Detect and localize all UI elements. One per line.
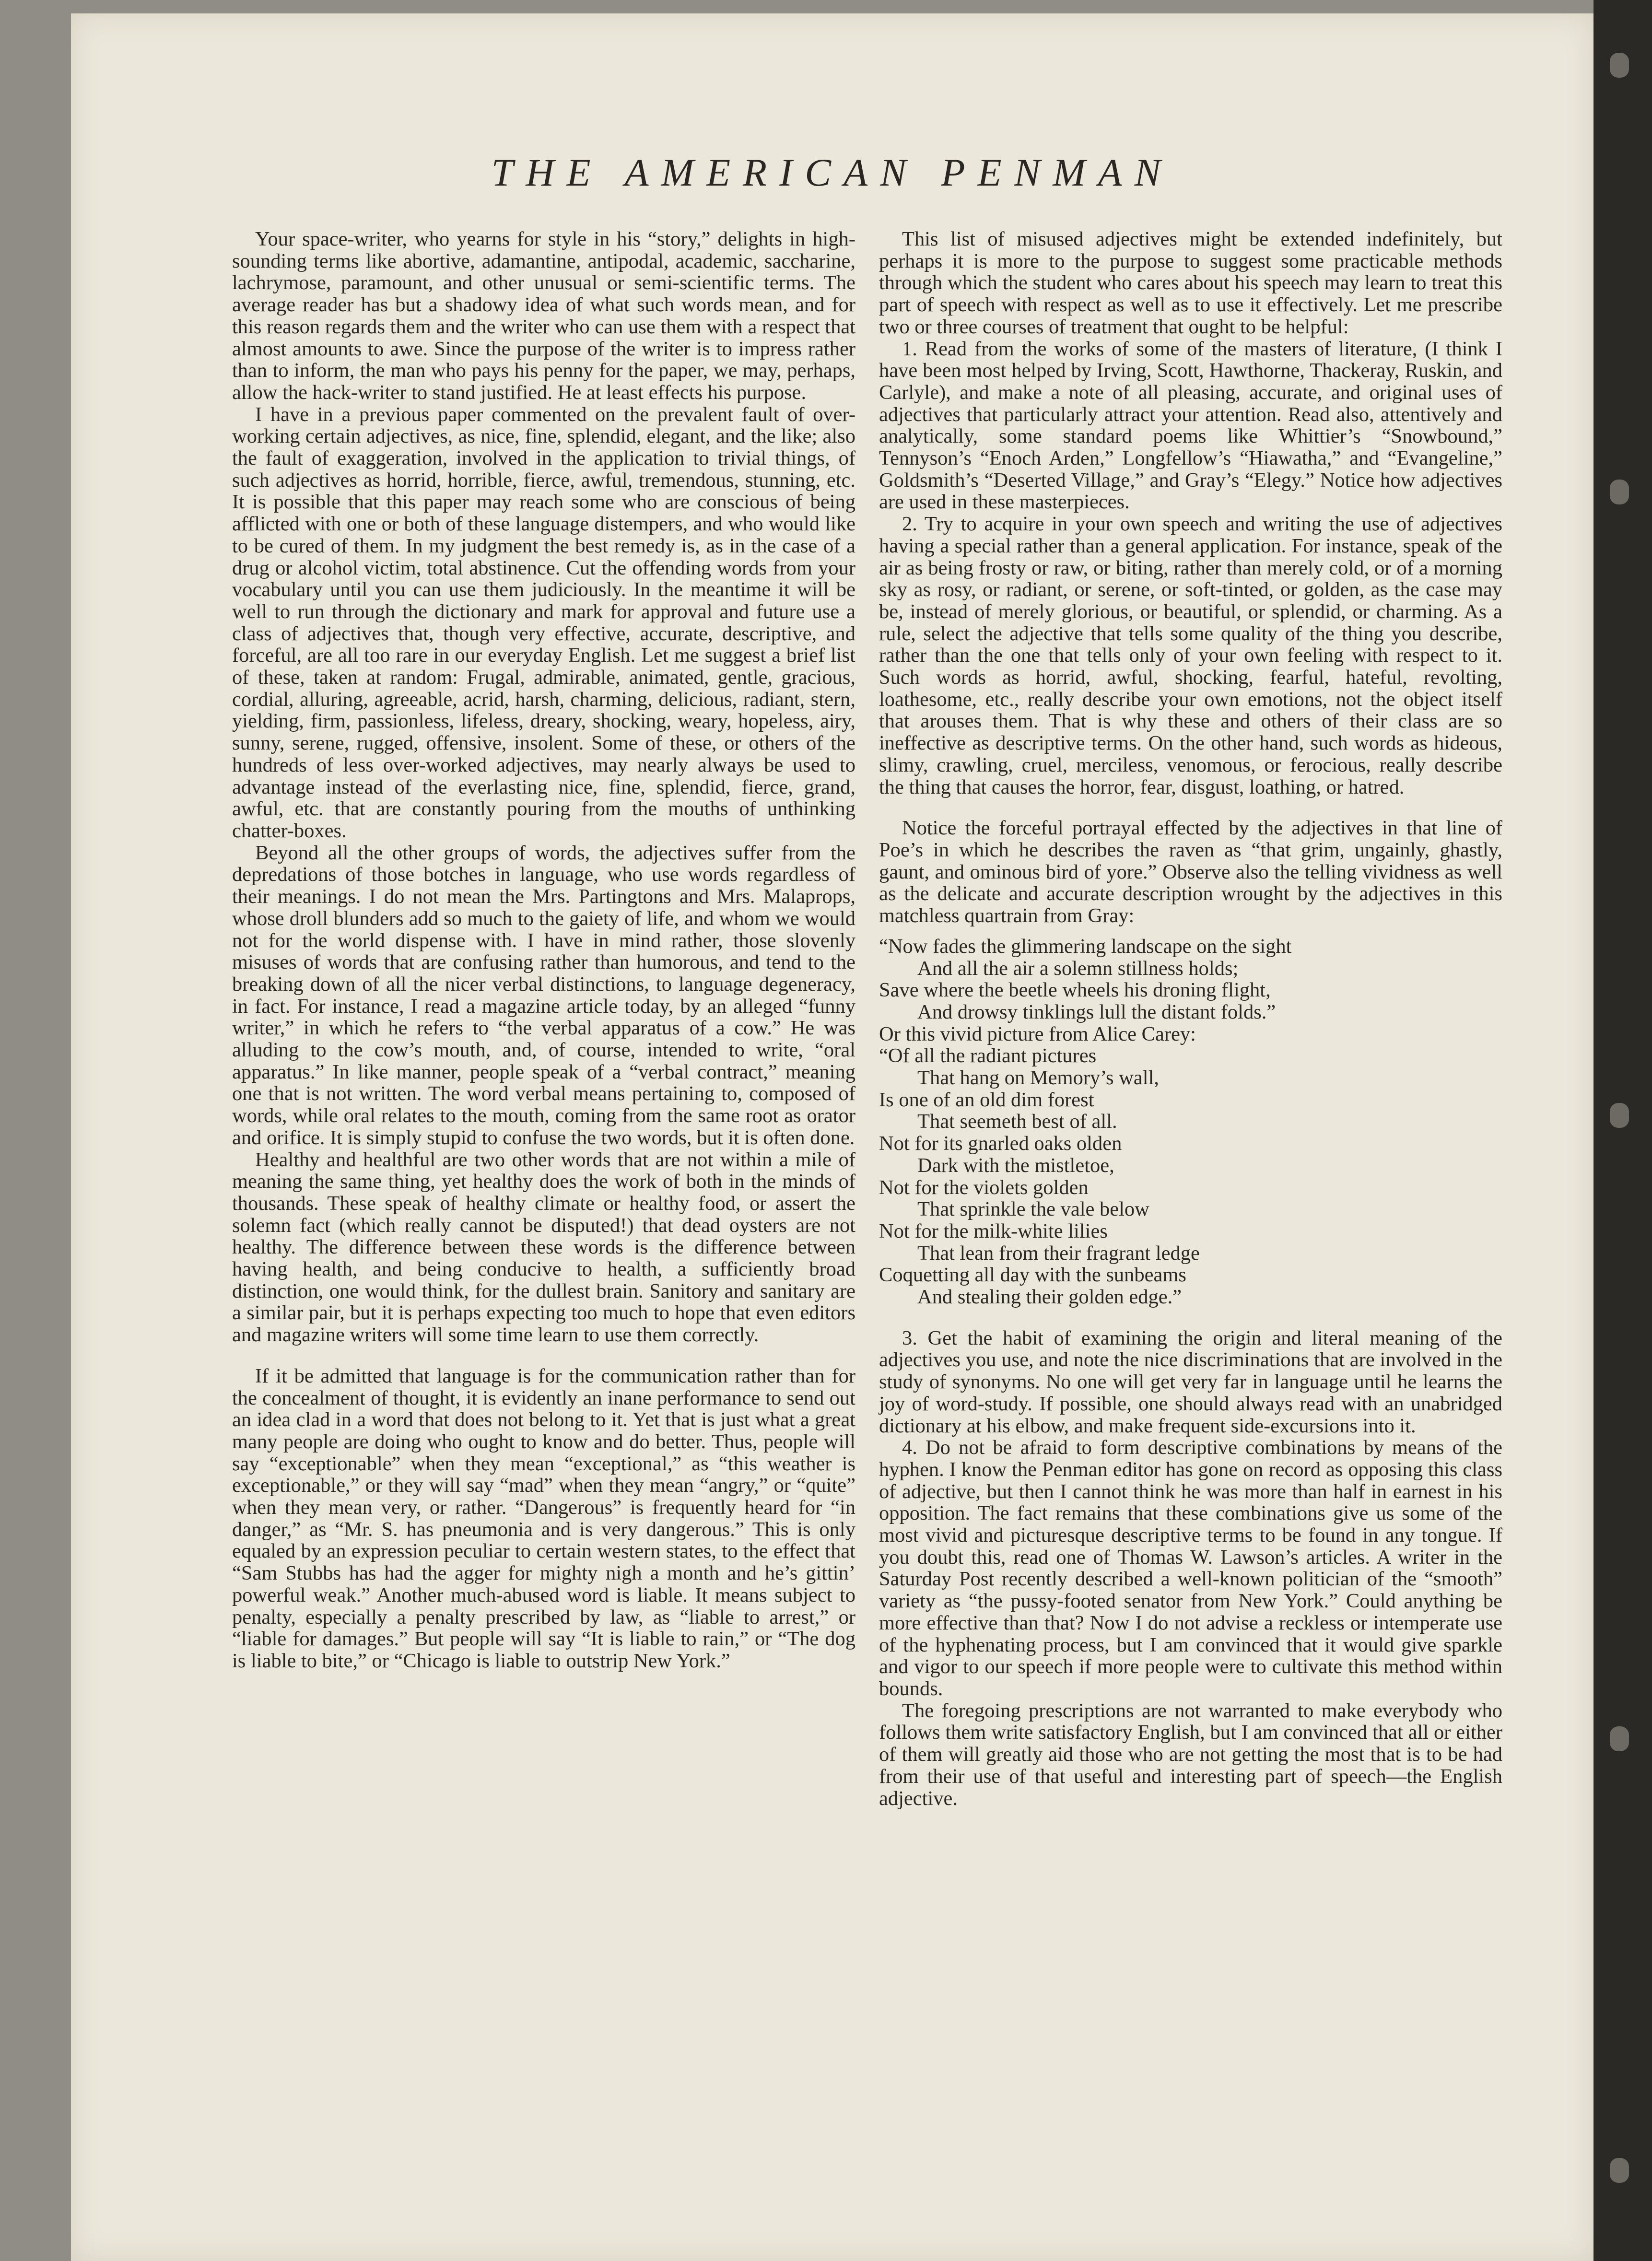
carey-poem — [879, 1023, 1502, 1308]
paragraph: If it be admitted that language is for the communication rather than for the concealment of thought, it is evidently an inane performance to send out an idea clad in a word that does not belong to it. Yet that is just what a great many people are doing who ought to know and do better. Thus, people will say “exceptionable” when they mean “exceptional,” as “this weather is exceptionable,” or they will say “mad” when they mean “angry,” or “quite” when they mean very, or rather. “Dangerous” is frequently heard for “in danger,” as “Mr. S. has pneumonia and is very dangerous.” This is only equaled by an expression peculiar to certain western states, to the effect that “Sam Stubbs has had the agger for mighty nigh a month and he’s gittin’ powerful weak.” Another much-abused word is liable. It means subject to penalty, especially a penalty prescribed by law, as “liable to arrest,” or “liable for damages.” But people will say “It is liable to rain,” or “The dog is liable to bite,” or “Chicago is liable to outstrip New York.” — [232, 1364, 855, 1672]
verse-line: Coquetting all day with the sunbeams — [879, 1264, 1186, 1287]
binding-hole — [1610, 480, 1629, 504]
paragraph: This list of misused adjectives might be extended indefinitely, but perhaps it is more to the purpose to suggest some practicable methods through which the student who cares about his speech may learn to treat this part of speech with respect as well as to use it effectively. Let me prescribe two or three courses of treatment that ought to be helpful: — [879, 228, 1502, 338]
running-head: THE AMERICAN PENMAN — [491, 151, 1173, 194]
binding-hole — [1610, 53, 1629, 78]
magazine-page — [71, 13, 1593, 2261]
left-column — [232, 228, 855, 1672]
paragraph: Notice the forceful portrayal effected by the adjectives in that line of Poe’s in which he describes the raven as “that grim, ungainly, ghastly, gaunt, and ominous bird of yore.” Observe also the telling vividness as well as the delicate and accurate description wrought by the adjectives in this matchless quartrain from Gray: — [879, 817, 1502, 927]
verse-line: Not for the milk-white lilies — [879, 1219, 1108, 1242]
verse-intro: Or this vivid picture from Alice Carey: — [879, 1022, 1196, 1045]
verse-line: “Of all the radiant pictures — [879, 1044, 1097, 1067]
paragraph: I have in a previous paper commented on the prevalent fault of over-working certain adjectives, as nice, fine, splendid, elegant, and the like; also the fault of exaggeration, involved in the application to trivial things, of such adjectives as horrid, horrible, fierce, awful, tremendous, stunning, etc. It is possible that this paper may reach some who are conscious of being afflicted with one or both of these language distempers, and who would like to be cured of them. In my judgment the best remedy is, as in the case of a drug or alcohol victim, total abstinence. Cut the offending words from your vocabulary until you can use them judiciously. In the meantime it will be well to run through the dictionary and mark for approval and future use a class of adjectives that, though very effective, accurate, descriptive, and forceful, are all too rare in our everyday English. Let me suggest a brief list of these, taken at random: Frugal, admirable, animated, gentle, gracious, cordial, alluring, agreeable, acrid, harsh, charming, delicious, radiant, stern, yielding, firm, passionless, lifeless, dreary, shocking, weary, hopeless, airy, sunny, serene, rugged, offensive, insolent. Some of these, or others of the hundreds of less over-worked adjectives, may nearly always be used to advantage instead of the everlasting nice, fine, splendid, fierce, grand, awful, etc. that are constantly pouring from the mouths of unthinking chatter-boxes. — [232, 403, 855, 842]
verse-line: Not for the violets golden — [879, 1176, 1089, 1199]
numbered-point: 2. Try to acquire in your own speech and writing the use of adjectives having a special rather than a general application. For instance, speak of the air as being frosty or raw, or biting, rather than merely cold, or of a morning sky as rosy, or radiant, or serene, or soft-tinted, or golden, as the case may be, instead of merely glorious, or beautiful, or splendid, or charming. As a rule, select the adjective that tells some quality of the thing you describe, rather than the one that tells only of your own feeling with respect to it. Such words as horrid, awful, shocking, fearful, hateful, revolting, loathesome, etc., really describe your own emotions, not the object itself that arouses them. That is why these and others of their class are so ineffective as descriptive terms. On the other hand, such words as hideous, slimy, crawling, cruel, merciless, venomous, or ferocious, really describe the thing that causes the horror, fear, disgust, loathing, or hatred. — [879, 513, 1502, 798]
verse-line: Save where the beetle wheels his droning flight, — [879, 979, 1271, 1002]
verse-line: And stealing their golden edge.” — [917, 1286, 1182, 1309]
verse-line: “Now fades the glimmering landscape on the sight — [879, 935, 1292, 958]
paragraph: Healthy and healthful are two other words that are not within a mile of meaning the same thing, yet healthy does the work of both in the minds of thousands. These speak of healthy climate or healthy food, or assert the solemn fact (which really cannot be disputed!) that dead oysters are not healthy. The difference between these words is the difference between having health, and being conducive to health, a sufficiently broad distinction, one would think, for the dullest brain. Sanitory and sanitary are a similar pair, but it is perhaps expecting too much to hope that even editors and magazine writers will some time learn to use them correctly. — [232, 1148, 855, 1347]
verse-line: That hang on Memory’s wall, — [917, 1066, 1160, 1089]
numbered-point: 1. Read from the works of some of the masters of literature, (I think I have been most helped by Irving, Scott, Hawthorne, Thackeray, Ruskin, and Carlyle), and make a note of all pleasing, accurate, and original uses of adjectives that particularly attract your attention. Read also, attentively and analytically, some standard poems like Whittier’s “Snowbound,” Tennyson’s “Enoch Arden,” Longfellow’s “Hiawatha,” and “Evangeline,” Goldsmith’s “Deserted Village,” and Gray’s “Elegy.” Notice how adjectives are used in these masterpieces. — [879, 337, 1502, 514]
binding-hole — [1610, 1726, 1629, 1751]
verse-line: Is one of an old dim forest — [879, 1088, 1094, 1111]
numbered-point: 4. Do not be afraid to form descriptive combinations by means of the hyphen. I know the Penman editor has gone on record as opposing this class of adjective, but then I cannot think he was more than half in earnest in his opposition. The fact remains that these combinations give us some of the most vivid and picturesque descriptive terms to be found in any tongue. If you doubt this, read one of Thomas W. Lawson’s articles. A writer in the Saturday Post recently described a well-known politician of the “smooth” variety as “the pussy-footed senator from New York.” Could anything be more effective than that? Now I do not advise a reckless or intemperate use of the hyphenating process, but I am convinced that it would give sparkle and vigor to our speech if more people were to cultivate this method within bounds. — [879, 1436, 1502, 1700]
verse-line: That seemeth best of all. — [917, 1110, 1117, 1133]
verse-line: That sprinkle the vale below — [917, 1198, 1149, 1221]
paragraph: Your space-writer, who yearns for style in his “story,” delights in high-sounding terms like abortive, adamantine, antipodal, academic, saccharine, lachrymose, paramount, and other unusual or semi-scientific terms. The average reader has but a shadowy idea of what such words mean, and for this reason regards them and the writer who can use them with a respect that almost amounts to awe. Since the purpose of the writer is to impress rather than to inform, the man who pays his penny for the paper, we may, perhaps, allow the hack-writer to stand justified. He at least effects his purpose. — [232, 228, 855, 404]
binding-hole — [1610, 2158, 1629, 2183]
verse-line: That lean from their fragrant ledge — [917, 1242, 1200, 1265]
verse-line: Dark with the mistletoe, — [917, 1154, 1114, 1177]
verse-line: And all the air a solemn stillness holds; — [917, 957, 1239, 980]
paragraph: The foregoing prescriptions are not warranted to make everybody who follows them write satisfactory English, but I am convinced that all or either of them will greatly aid those who are not getting the most that is to be had from their use of that useful and interesting part of speech—the English adjective. — [879, 1699, 1502, 1810]
verse-line: Not for its gnarled oaks olden — [879, 1132, 1122, 1155]
binding-edge — [1593, 0, 1652, 2261]
right-column — [879, 228, 1502, 1809]
numbered-point: 3. Get the habit of examining the origin and literal meaning of the adjectives you use, and note the nice discriminations that are involved in the study of synonyms. No one will get very far in language until he learns the joy of word-study. If possible, one should always read with an unabridged dictionary at his elbow, and make frequent side-excursions into it. — [879, 1326, 1502, 1437]
gray-quatrain — [879, 936, 1502, 1023]
binding-hole — [1610, 1103, 1629, 1128]
paragraph: Beyond all the other groups of words, the adjectives suffer from the depredations of those botches in language, who use words regardless of their meanings. I do not mean the Mrs. Partingtons and Mrs. Malaprops, whose droll blunders add so much to the gaiety of life, and whom we would not for the world dispense with. I have in mind rather, those slovenly misuses of words that are confusing rather than humorous, and tend to the breaking down of all the nicer verbal distinctions, to language degeneracy, in fact. For instance, I read a magazine article today, by an alleged “funny writer,” in which he refers to “the verbal apparatus of a cow.” He was alluding to the cow’s mouth, and, of course, intended to write, “oral apparatus.” In like manner, people speak of a “verbal contract,” meaning one that is not written. The word verbal means pertaining to, composed of words, while oral relates to the mouth, coming from the same root as orator and orifice. It is simply stupid to confuse the two words, but it is often done. — [232, 841, 855, 1149]
verse-line: And drowsy tinklings lull the distant folds.” — [917, 1000, 1276, 1023]
